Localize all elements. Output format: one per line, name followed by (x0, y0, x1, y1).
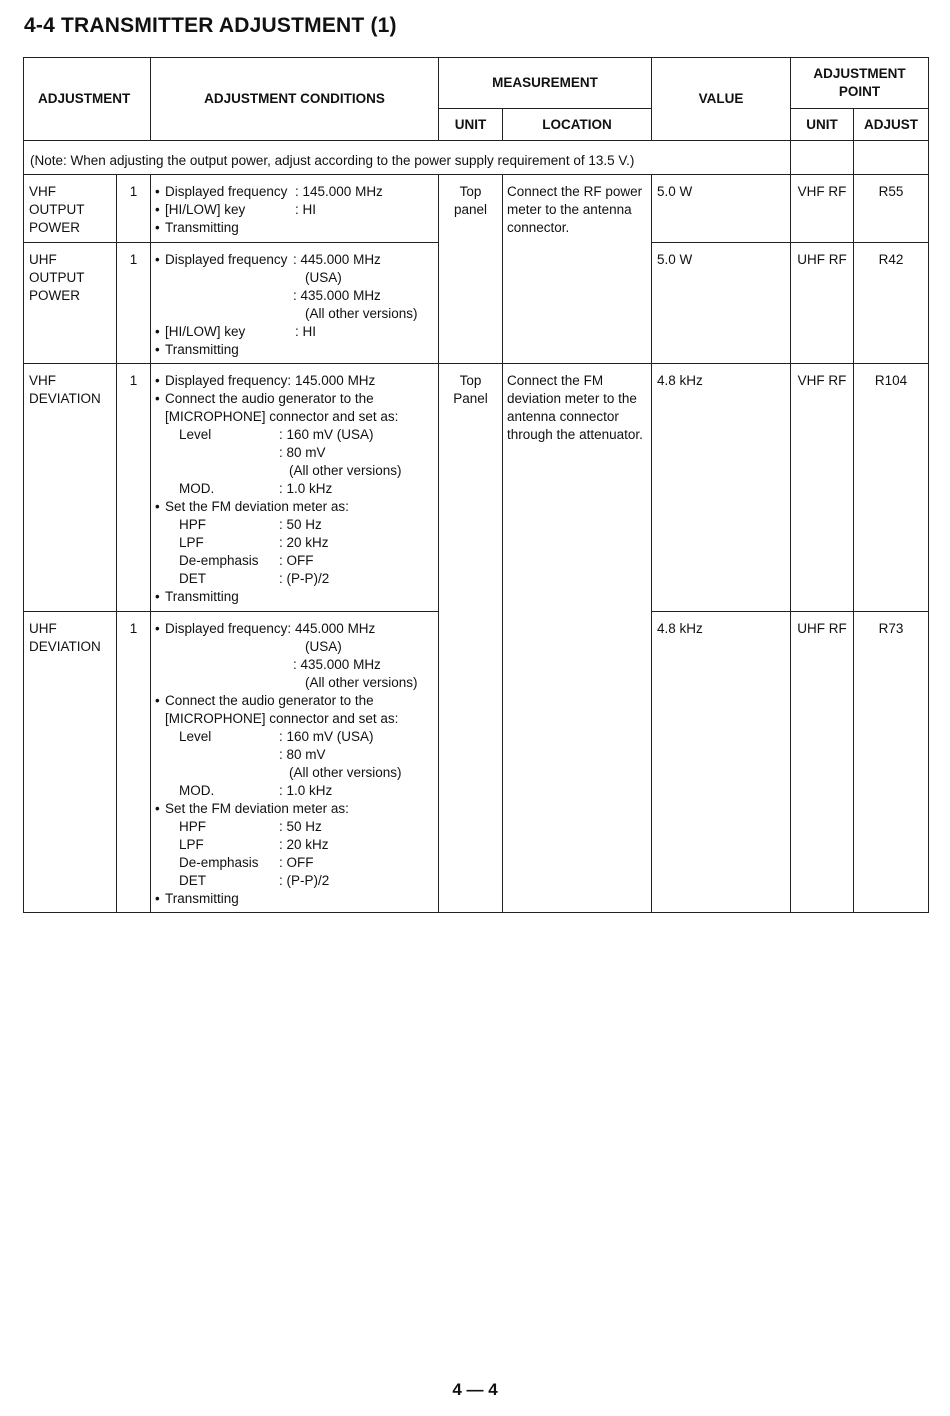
header-meas-unit: UNIT (439, 109, 503, 141)
header-value: VALUE (652, 58, 791, 141)
header-adj-unit: UNIT (791, 109, 854, 141)
row-meas-unit: Top panel (439, 175, 503, 364)
row-value: 5.0 W (652, 243, 791, 364)
row-conditions: • Displayed frequency : 445.000 MHz (USA) : 435.000 MHz (All other versions) • [HI/LOW] key : HI • Transmitting (151, 243, 439, 364)
row-value: 4.8 kHz (652, 612, 791, 913)
header-adjustment: ADJUSTMENT (24, 58, 151, 141)
row-name: VHF DEVIATION (24, 364, 117, 612)
row-conditions: • Displayed frequency : 145.000 MHz • [HI/LOW] key : HI • Transmitting (151, 175, 439, 243)
row-adj-unit: VHF RF (791, 364, 854, 612)
row-step: 1 (117, 612, 151, 913)
row-location: Connect the FM deviation meter to the antenna connector through the attenuator. (503, 364, 652, 913)
table-row (24, 364, 929, 612)
row-name: VHF OUTPUT POWER (24, 175, 117, 243)
row-location: Connect the RF power meter to the antenna connector. (503, 175, 652, 364)
row-adj-unit: UHF RF (791, 243, 854, 364)
row-step: 1 (117, 175, 151, 243)
row-value: 5.0 W (652, 175, 791, 243)
row-name: UHF OUTPUT POWER (24, 243, 117, 364)
header-measurement: MEASUREMENT (439, 58, 652, 109)
row-adjust-point: R104 (854, 364, 929, 612)
row-conditions: • Displayed frequency: 445.000 MHz (USA) : 435.000 MHz (All other versions) • Connect the audio generator to the [MICROPHONE] connector and set as: Level : 160 mV (USA) : 80 mV (All other versions) MOD. : 1.0 kHz • Set the FM deviation meter as: HPF : 50 Hz LPF : 20 kHz De-emphasis : OFF DET : (P-P)/2 • Transmitting (151, 612, 439, 913)
header-meas-location: LOCATION (503, 109, 652, 141)
page-number: 4 — 4 (452, 1380, 498, 1399)
row-meas-unit: Top Panel (439, 364, 503, 913)
row-adjust-point: R42 (854, 243, 929, 364)
row-adjust-point: R55 (854, 175, 929, 243)
row-adj-unit: UHF RF (791, 612, 854, 913)
header-adjustment-point: ADJUSTMENT POINT (791, 58, 929, 109)
row-name: UHF DEVIATION (24, 612, 117, 913)
power-note: (Note: When adjusting the output power, adjust according to the power supply requirement of 13.5 V.) (24, 141, 791, 175)
row-conditions: • Displayed frequency: 145.000 MHz • Connect the audio generator to the [MICROPHONE] connector and set as: Level : 160 mV (USA) : 80 mV (All other versions) MOD. : 1.0 kHz • Set the FM deviation meter as: HPF : 50 Hz LPF : 20 kHz De-emphasis : OFF DET : (P-P)/2 • Transmitting (151, 364, 439, 612)
row-step: 1 (117, 243, 151, 364)
row-adjust-point: R73 (854, 612, 929, 913)
header-conditions: ADJUSTMENT CONDITIONS (151, 58, 439, 141)
adjustment-table (23, 57, 929, 913)
row-adj-unit: VHF RF (791, 175, 854, 243)
header-adj-adjust: ADJUST (854, 109, 929, 141)
table-row (24, 175, 929, 243)
row-value: 4.8 kHz (652, 364, 791, 612)
row-step: 1 (117, 364, 151, 612)
page-title: 4-4 TRANSMITTER ADJUSTMENT (1) (24, 14, 397, 37)
